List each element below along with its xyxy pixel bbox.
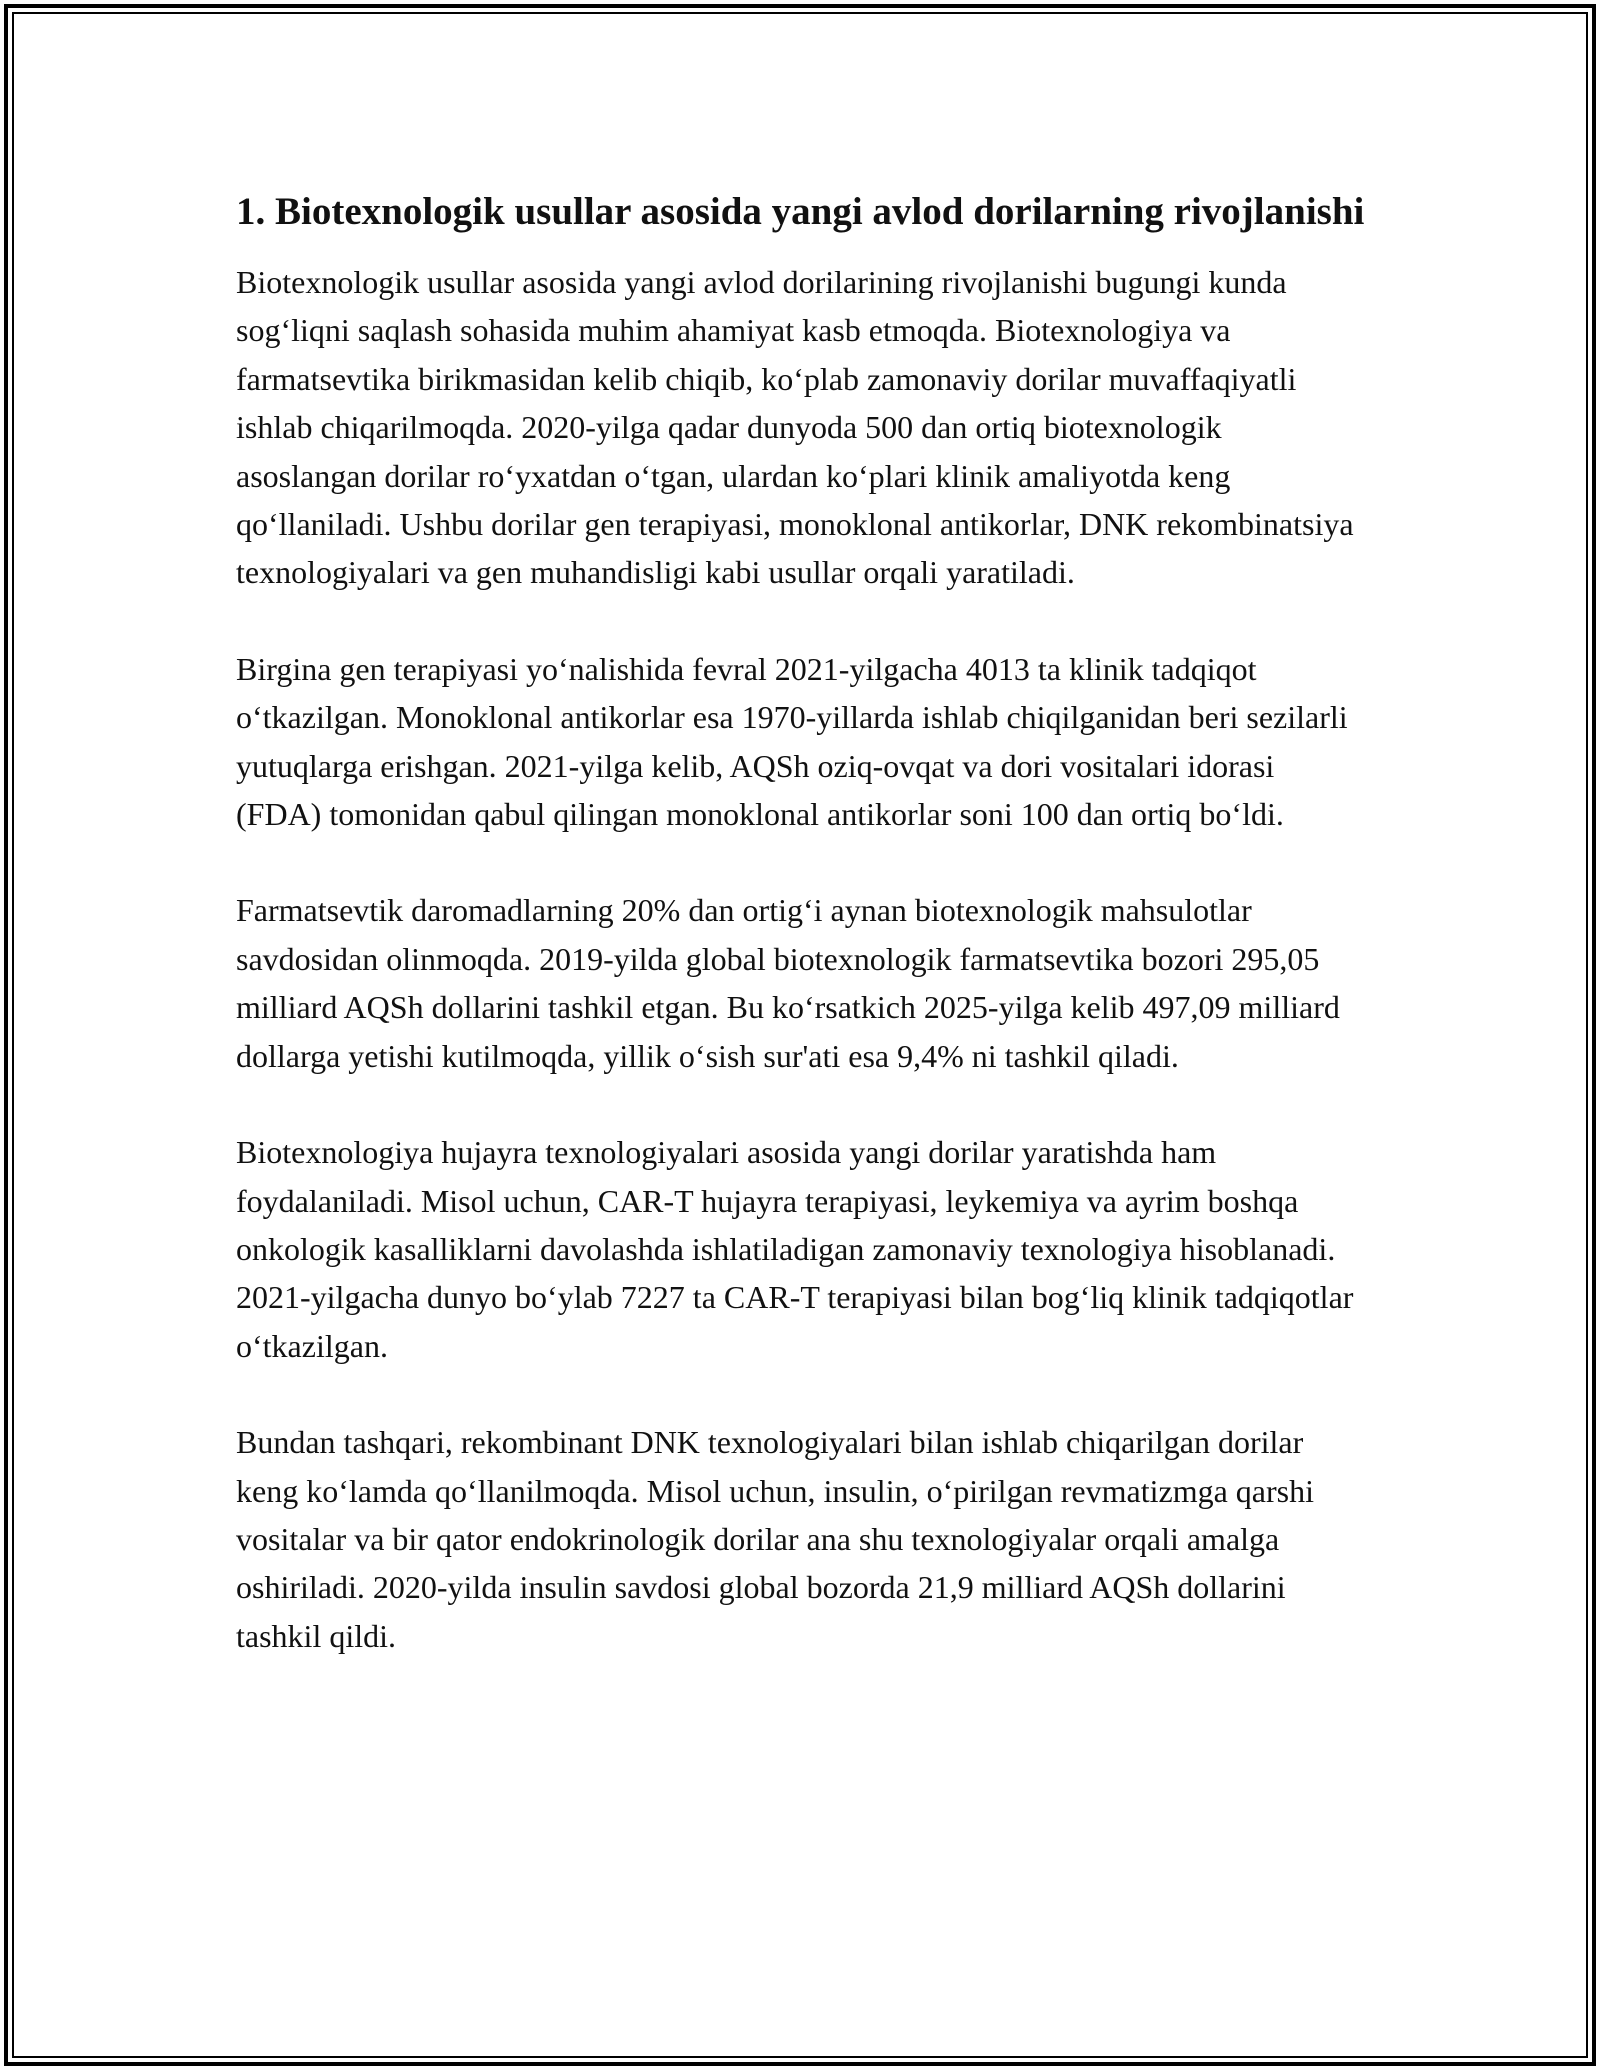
document-body: [236, 186, 1366, 1708]
paragraph-3: Farmatsevtik daromadlarning 20% dan ortig‘i aynan biotexnologik mahsulotlar savdosidan olinmoqda. 2019-yilda global biotexnologik farmatsevtika bozori 295,05 milliard AQSh dollarini tashkil etgan. Bu ko‘rsatkich 2025-yilga kelib 497,09 milliard dollarga yetishi kutilmoqda, yillik o‘sish sur'ati esa 9,4% ni tashkil qiladi.: [236, 892, 1340, 1074]
section-heading: 1. Biotexnologik usullar asosida yangi avlod dorilarning rivojlanishi: [236, 190, 1365, 233]
paragraph-4: Biotexnologiya hujayra texnologiyalari asosida yangi dorilar yaratishda ham foydalaniladi. Misol uchun, CAR-T hujayra terapiyasi, leykemiya va ayrim boshqa onkologik kasalliklarni davolashda ishlatiladigan zamonaviy texnologiya hisoblanadi. 2021-yilgacha dunyo bo‘ylab 7227 ta CAR-T terapiyasi bilan bog‘liq klinik tadqiqotlar o‘tkazilgan.: [236, 1134, 1354, 1364]
paragraph-2: Birgina gen terapiyasi yo‘nalishida fevral 2021-yilgacha 4013 ta klinik tadqiqot o‘tkazilgan. Monoklonal antikorlar esa 1970-yillarda ishlab chiqilganidan beri sezilarli yutuqlarga erishgan. 2021-yilga kelib, AQSh oziq-ovqat va dori vositalari idorasi (FDA) tomonidan qabul qilingan monoklonal antikorlar soni 100 dan ortiq bo‘ldi.: [236, 650, 1348, 833]
paragraph-1: Biotexnologik usullar asosida yangi avlod dorilarining rivojlanishi bugungi kunda sog‘liqni saqlash sohasida muhim ahamiyat kasb etmoqda. Biotexnologiya va farmatsevtika birikmasidan kelib chiqib, ko‘plab zamonaviy dorilar muvaffaqiyatli ishlab chiqarilmoqda. 2020-yilga qadar dunyoda 500 dan ortiq biotexnologik asoslangan dorilar ro‘yxatdan o‘tgan, ulardan ko‘plari klinik amaliyotda keng qo‘llaniladi. Ushbu dorilar gen terapiyasi, monoklonal antikorlar, DNK rekombinatsiya texnologiyalari va gen muhandisligi kabi usullar orqali yaratiladi.: [236, 264, 1354, 591]
paragraph-5: Bundan tashqari, rekombinant DNK texnologiyalari bilan ishlab chiqarilgan dorilar keng ko‘lamda qo‘llanilmoqda. Misol uchun, insulin, o‘pirilgan revmatizmga qarshi vositalar va bir qator endokrinologik dorilar ana shu texnologiyalar orqali amalga oshiriladi. 2020-yilda insulin savdosi global bozorda 21,9 milliard AQSh dollarini tashkil qildi.: [236, 1424, 1314, 1654]
